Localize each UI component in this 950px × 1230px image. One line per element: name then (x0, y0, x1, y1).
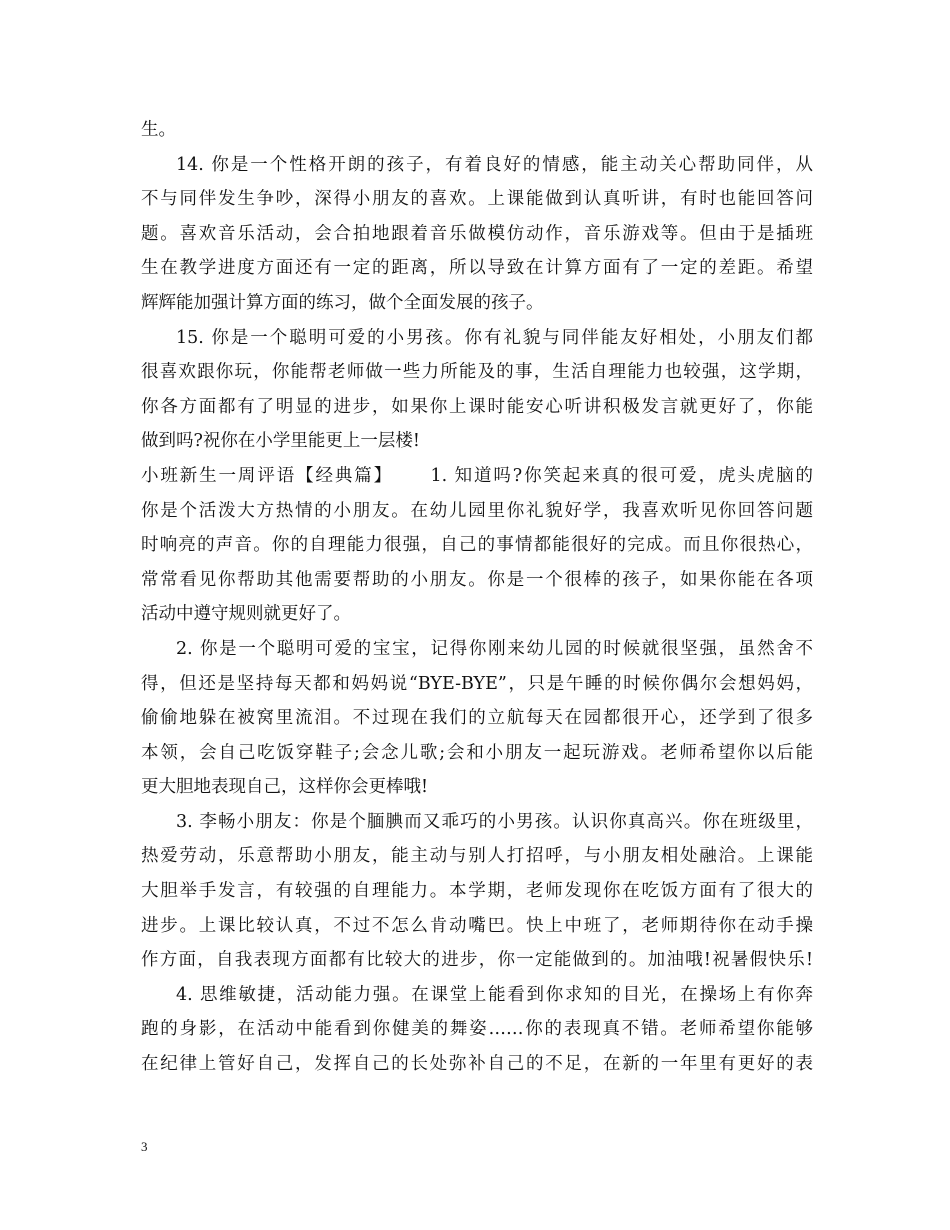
text-line: 生在教学进度方面还有一定的距离，所以导致在计算方面有了一定的差距。希望 (141, 258, 813, 279)
text-line: 很喜欢跟你玩，你能帮老师做一些力所能及的事，生活自理能力也较强，这学期， (141, 362, 813, 383)
text-line: 常常看见你帮助其他需要帮助的小朋友。你是一个很棒的孩子，如果你能在各项 (141, 569, 813, 590)
text-line: 你是个活泼大方热情的小朋友。在幼儿园里你礼貌好学，我喜欢听见你回答问题 (141, 500, 813, 521)
text-line: 活动中遵守规则就更好了。 (141, 604, 351, 625)
text-line: 热爱劳动，乐意帮助小朋友，能主动与别人打招呼，与小朋友相处融洽。上课能 (141, 846, 813, 867)
section-heading-line: 小班新生一周评语【经典篇】 1. 知道吗?你笑起来真的很可爱，虎头虎脑的 (141, 465, 813, 486)
text-line: 题。喜欢音乐活动，会合拍地跟着音乐做模仿动作，音乐游戏等。但由于是插班 (141, 223, 813, 244)
text-line: 在纪律上管好自己，发挥自己的长处弥补自己的不足，在新的一年里有更好的表 (141, 1054, 813, 1075)
text-line: 15. 你是一个聪明可爱的小男孩。你有礼貌与同伴能友好相处，小朋友们都 (176, 327, 813, 348)
text-line: 做到吗?祝你在小学里能更上一层楼! (141, 431, 420, 452)
text-line: 得，但还是坚持每天都和妈妈说“BYE-BYE”，只是午睡的时候你偶尔会想妈妈， (141, 673, 813, 694)
text-line: 3. 李畅小朋友：你是个腼腆而又乖巧的小男孩。认识你真高兴。你在班级里， (176, 811, 813, 832)
document-body (141, 113, 813, 1082)
text-line: 偷偷地躲在被窝里流泪。不过现在我们的立航每天在园都很开心，还学到了很多 (141, 708, 813, 729)
text-line: 辉辉能加强计算方面的练习，做个全面发展的孩子。 (141, 292, 544, 313)
text-line: 跑的身影，在活动中能看到你健美的舞姿……你的表现真不错。老师希望你能够 (141, 1019, 813, 1040)
text-line: 本领，会自己吃饭穿鞋子;会念儿歌;会和小朋友一起玩游戏。老师希望你以后能 (141, 742, 813, 763)
text-line: 你各方面都有了明显的进步，如果你上课时能安心听讲积极发言就更好了，你能 (141, 396, 813, 417)
text-line: 2. 你是一个聪明可爱的宝宝，记得你刚来幼儿园的时候就很坚强，虽然舍不 (176, 638, 813, 659)
page-number: 3 (141, 1139, 148, 1154)
text-line: 时响亮的声音。你的自理能力很强，自己的事情都能很好的完成。而且你很热心， (141, 535, 813, 556)
text-line: 14. 你是一个性格开朗的孩子，有着良好的情感，能主动关心帮助同伴，从 (176, 154, 813, 175)
text-line: 生。 (141, 120, 176, 140)
text-line: 进步。上课比较认真，不过不怎么肯动嘴巴。快上中班了，老师期待你在动手操 (141, 915, 813, 936)
text-line: 大胆举手发言，有较强的自理能力。本学期，老师发现你在吃饭方面有了很大的 (141, 881, 813, 902)
text-line: 更大胆地表现自己，这样你会更棒哦! (141, 777, 429, 798)
text-line: 作方面，自我表现方面都有比较大的进步，你一定能做到的。加油哦!祝暑假快乐! (141, 950, 813, 971)
text-line: 不与同伴发生争吵，深得小朋友的喜欢。上课能做到认真听讲，有时也能回答问 (141, 189, 813, 210)
text-line: 4. 思维敏捷，活动能力强。在课堂上能看到你求知的目光，在操场上有你奔 (176, 984, 813, 1005)
